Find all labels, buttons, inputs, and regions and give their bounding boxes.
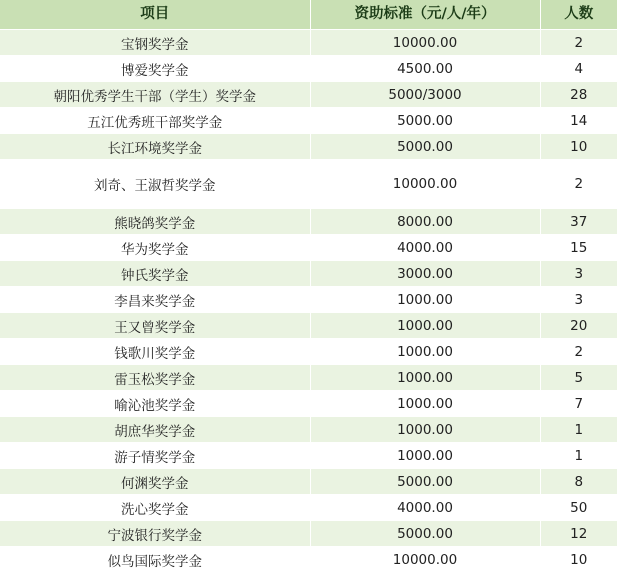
table-row [0,365,617,391]
cell-count: 1 [540,443,617,469]
cell-amount: 5000.00 [310,108,540,134]
cell-item: 长江环境奖学金 [0,134,310,160]
cell-item: 宝钢奖学金 [0,30,310,56]
cell-count: 8 [540,469,617,495]
table-row [0,108,617,134]
table-row [0,547,617,573]
table-row [0,56,617,82]
table-row [0,160,617,209]
cell-amount: 4500.00 [310,56,540,82]
table-header-row [0,0,617,30]
cell-item: 何渊奖学金 [0,469,310,495]
cell-count: 2 [540,160,617,209]
table-row [0,235,617,261]
table-row [0,521,617,547]
cell-item: 雷玉松奖学金 [0,365,310,391]
table-header [0,0,617,30]
cell-item: 胡庶华奖学金 [0,417,310,443]
cell-count: 28 [540,82,617,108]
cell-count: 4 [540,56,617,82]
table-row [0,287,617,313]
cell-amount: 1000.00 [310,313,540,339]
column-header-amount: 资助标准（元/人/年） [310,0,540,30]
table-row [0,443,617,469]
table-row [0,82,617,108]
cell-item: 华为奖学金 [0,235,310,261]
cell-count: 10 [540,134,617,160]
cell-item: 洗心奖学金 [0,495,310,521]
cell-amount: 10000.00 [310,160,540,209]
cell-amount: 1000.00 [310,339,540,365]
table-row [0,417,617,443]
cell-item: 刘奇、王淑哲奖学金 [0,160,310,209]
cell-amount: 1000.00 [310,287,540,313]
table-body [0,30,617,573]
cell-amount: 4000.00 [310,495,540,521]
cell-amount: 10000.00 [310,547,540,573]
cell-item: 熊晓鸽奖学金 [0,209,310,235]
cell-count: 14 [540,108,617,134]
cell-amount: 5000.00 [310,521,540,547]
cell-item: 王又曾奖学金 [0,313,310,339]
table-row [0,391,617,417]
cell-count: 2 [540,30,617,56]
cell-count: 12 [540,521,617,547]
cell-count: 3 [540,261,617,287]
cell-item: 游子情奖学金 [0,443,310,469]
cell-amount: 8000.00 [310,209,540,235]
cell-item: 喻沁池奖学金 [0,391,310,417]
cell-amount: 1000.00 [310,391,540,417]
cell-count: 7 [540,391,617,417]
cell-item: 似鸟国际奖学金 [0,547,310,573]
cell-count: 20 [540,313,617,339]
cell-count: 3 [540,287,617,313]
cell-count: 2 [540,339,617,365]
table-row [0,313,617,339]
cell-item: 朝阳优秀学生干部（学生）奖学金 [0,82,310,108]
cell-item: 李昌来奖学金 [0,287,310,313]
cell-amount: 5000.00 [310,134,540,160]
cell-amount: 10000.00 [310,30,540,56]
table-row [0,495,617,521]
table-row [0,339,617,365]
table-row [0,469,617,495]
table-row [0,209,617,235]
cell-amount: 5000/3000 [310,82,540,108]
cell-count: 10 [540,547,617,573]
cell-amount: 1000.00 [310,365,540,391]
cell-count: 50 [540,495,617,521]
cell-amount: 1000.00 [310,417,540,443]
cell-amount: 3000.00 [310,261,540,287]
table-row [0,30,617,56]
cell-item: 钟氏奖学金 [0,261,310,287]
column-header-item: 项目 [0,0,310,30]
cell-count: 1 [540,417,617,443]
cell-count: 15 [540,235,617,261]
table-row [0,134,617,160]
cell-item: 钱歌川奖学金 [0,339,310,365]
table-row [0,261,617,287]
cell-item: 博爱奖学金 [0,56,310,82]
cell-amount: 1000.00 [310,443,540,469]
cell-count: 37 [540,209,617,235]
cell-count: 5 [540,365,617,391]
cell-amount: 5000.00 [310,469,540,495]
cell-amount: 4000.00 [310,235,540,261]
cell-item: 宁波银行奖学金 [0,521,310,547]
cell-item: 五江优秀班干部奖学金 [0,108,310,134]
column-header-count: 人数 [540,0,617,30]
